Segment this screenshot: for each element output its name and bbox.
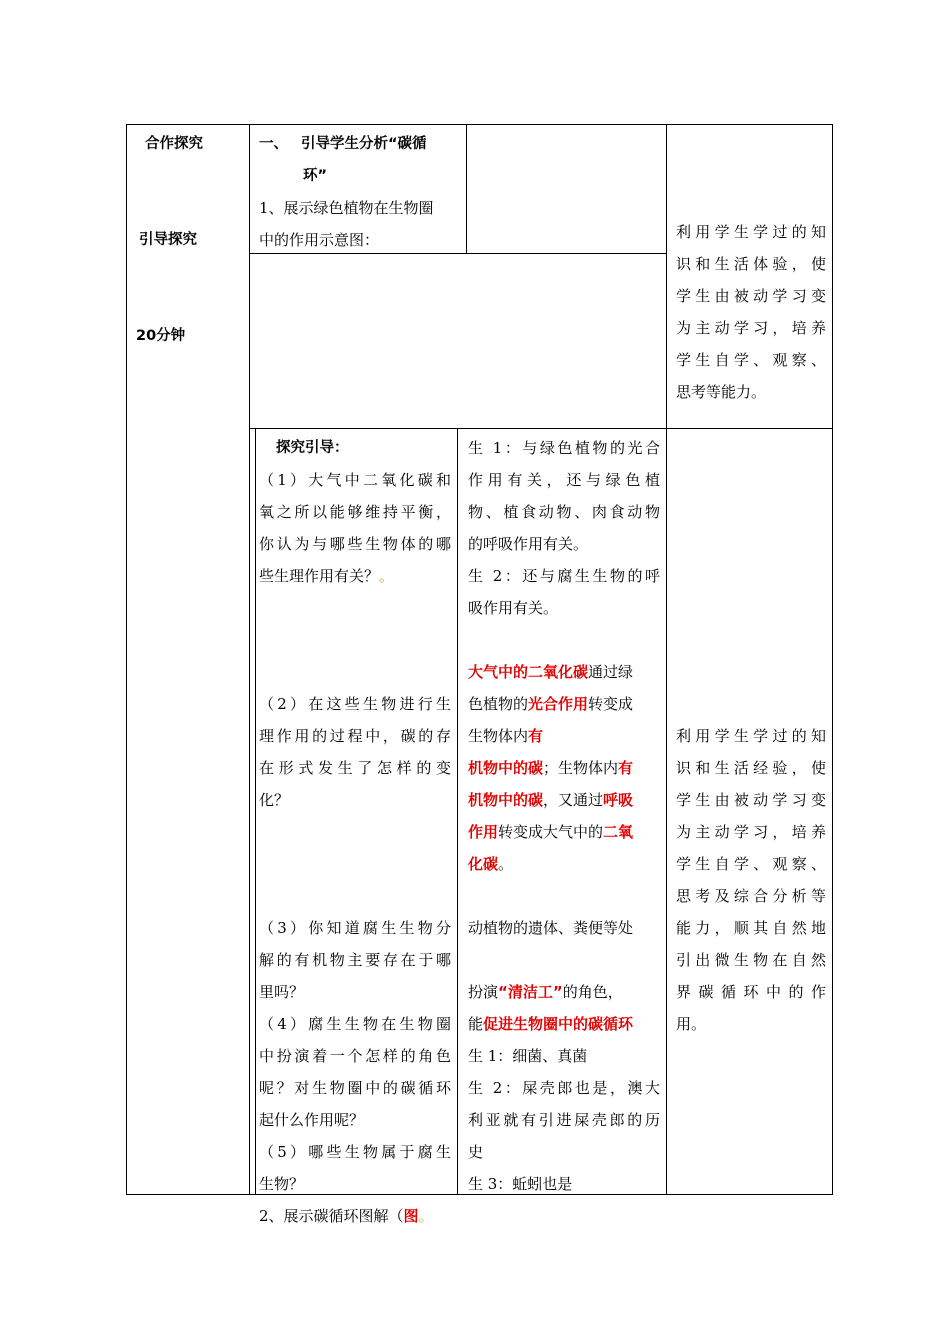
design-note-2: 利用学生学过的知 识和生活经验，使 学生由被动学习变 为主动学习，培养 学生自学、观察、 思考及综合分析等 能力，顺其自然地 引出微生物在自然 界碳循环中的作 用。 [676, 727, 826, 1033]
section1-heading: 引导学生分析“碳循 [301, 136, 427, 152]
left-label-duration: 20分钟 [136, 328, 186, 344]
table-line [249, 428, 833, 429]
left-label-cooperative: 合作探究 [145, 136, 203, 152]
questions-title: 探究引导： [276, 440, 349, 456]
left-label-guided: 引导探究 [139, 232, 197, 248]
section1-item1: 1、展示绿色植物在生物圈 中的作用示意图： [259, 199, 434, 249]
section1-heading-cont: 环” [303, 168, 328, 184]
answers-column: 生 1：与绿色植物的光合 作用有关，还与绿色植 物、植食动物、肉食动物 的呼吸作用有关。 生 2：还与腐生生物的呼 吸作用有关。 大气中的二氧化碳通过绿 色植物的光合作用转变成 生物体内有 机物中的碳；生物体内有 机物中的碳，又通过呼吸 作用转变成大气中的二氧 化碳。 动植物的遗体、粪便等处 扮演“清洁工”的角色， 能促进生物圈中的碳循环 生 1：细菌、真菌 生 2：屎壳郎也是，澳大 利亚就有引进屎壳郎的历 史 生 3：蚯蚓也是 [468, 439, 660, 1193]
section1-heading-num: 一、 [259, 136, 288, 152]
table-line [457, 428, 458, 1195]
table-line [466, 124, 467, 254]
table-line [666, 124, 667, 1195]
questions-column: 探究引导： （1）大气中二氧化碳和 氧之所以能够维持平衡， 你认为与哪些生物体的哪 些生理作用有关？。 （2）在这些生物进行生 理作用的过程中，碳的存 在形式发生了怎样的变 化？ （3）你知道腐生生物分 解的有机物主要存在于哪 里吗？ （4）腐生生物在生物圈 中扮演着一个怎样的角色 呢？对生物圈中的碳循环 起什么作用呢？ （5）哪些生物属于腐生 生物？ 2、展示碳循环图解（图。 [259, 432, 451, 1232]
design-note-1: 利用学生学过的知 识和生活体验，使 学生由被动学习变 为主动学习，培养 学生自学、观察、 思考等能力。 [676, 223, 826, 401]
table-line [255, 428, 256, 1195]
table-line [249, 124, 250, 1195]
